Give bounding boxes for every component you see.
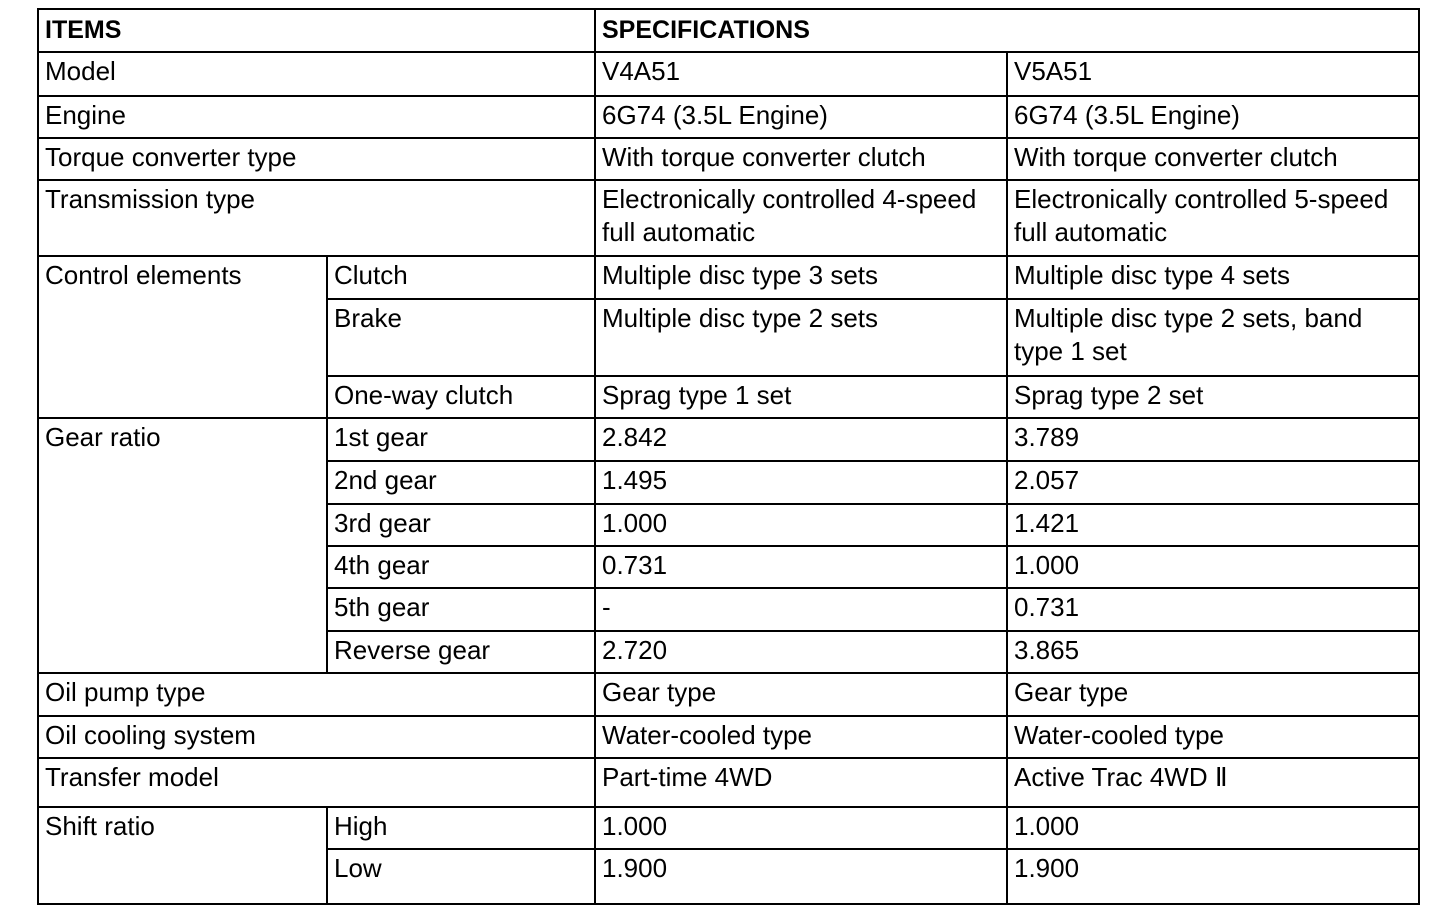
v4a51-value: Part-time 4WD	[595, 758, 1007, 807]
group-label: Control elements	[38, 256, 327, 418]
v4a51-value: 1.000	[595, 504, 1007, 546]
table-row	[38, 673, 1419, 716]
v5a51-value: 1.421	[1007, 504, 1419, 546]
v4a51-value: 2.720	[595, 631, 1007, 673]
v4a51-value: Multiple disc type 2 sets	[595, 299, 1007, 376]
sub-label: 5th gear	[327, 588, 595, 631]
row-label: Transfer model	[38, 758, 595, 807]
v5a51-value: 0.731	[1007, 588, 1419, 631]
row-label: Model	[38, 52, 595, 96]
table-row	[38, 256, 1419, 299]
v5a51-value: 1.000	[1007, 546, 1419, 588]
v4a51-value: Gear type	[595, 673, 1007, 716]
row-label: Transmission type	[38, 180, 595, 256]
sub-label: High	[327, 807, 595, 849]
v4a51-value: Sprag type 1 set	[595, 376, 1007, 418]
table-row	[38, 418, 1419, 461]
v5a51-value: Water-cooled type	[1007, 716, 1419, 758]
v4a51-value: V4A51	[595, 52, 1007, 96]
v5a51-value: 2.057	[1007, 461, 1419, 504]
table-row	[38, 138, 1419, 180]
v4a51-value: Electronically controlled 4-speed full automatic	[595, 180, 1007, 256]
sub-label: 2nd gear	[327, 461, 595, 504]
sub-label: 4th gear	[327, 546, 595, 588]
v4a51-value: 1.900	[595, 849, 1007, 904]
group-label: Gear ratio	[38, 418, 327, 673]
specifications-header: SPECIFICATIONS	[595, 9, 1419, 52]
v5a51-value: Gear type	[1007, 673, 1419, 716]
sub-label: Clutch	[327, 256, 595, 299]
sub-label: 3rd gear	[327, 504, 595, 546]
sub-label: Reverse gear	[327, 631, 595, 673]
table-row	[38, 52, 1419, 96]
v5a51-value: Sprag type 2 set	[1007, 376, 1419, 418]
v5a51-value: 3.789	[1007, 418, 1419, 461]
v4a51-value: 6G74 (3.5L Engine)	[595, 96, 1007, 138]
table-row	[38, 807, 1419, 849]
items-header: ITEMS	[38, 9, 595, 52]
row-label: Oil cooling system	[38, 716, 595, 758]
specifications-table	[37, 8, 1420, 905]
v5a51-value: 3.865	[1007, 631, 1419, 673]
sub-label: Brake	[327, 299, 595, 376]
v5a51-value: 1.900	[1007, 849, 1419, 904]
table-row	[38, 96, 1419, 138]
v4a51-value: Multiple disc type 3 sets	[595, 256, 1007, 299]
table-row	[38, 758, 1419, 807]
sub-label: One-way clutch	[327, 376, 595, 418]
table-row	[38, 180, 1419, 256]
row-label: Torque converter type	[38, 138, 595, 180]
v4a51-value: With torque converter clutch	[595, 138, 1007, 180]
header-row	[38, 9, 1419, 52]
group-label: Shift ratio	[38, 807, 327, 904]
v4a51-value: -	[595, 588, 1007, 631]
v5a51-value: 6G74 (3.5L Engine)	[1007, 96, 1419, 138]
sub-label: Low	[327, 849, 595, 904]
v4a51-value: 0.731	[595, 546, 1007, 588]
row-label: Engine	[38, 96, 595, 138]
sub-label: 1st gear	[327, 418, 595, 461]
row-label: Oil pump type	[38, 673, 595, 716]
v4a51-value: 2.842	[595, 418, 1007, 461]
v5a51-value: Multiple disc type 4 sets	[1007, 256, 1419, 299]
v5a51-value: With torque converter clutch	[1007, 138, 1419, 180]
v5a51-value: Multiple disc type 2 sets, band type 1 set	[1007, 299, 1419, 376]
v5a51-value: V5A51	[1007, 52, 1419, 96]
v5a51-value: Active Trac 4WD Ⅱ	[1007, 758, 1419, 807]
v4a51-value: 1.000	[595, 807, 1007, 849]
v4a51-value: Water-cooled type	[595, 716, 1007, 758]
table-row	[38, 716, 1419, 758]
v5a51-value: Electronically controlled 5-speed full automatic	[1007, 180, 1419, 256]
v4a51-value: 1.495	[595, 461, 1007, 504]
v5a51-value: 1.000	[1007, 807, 1419, 849]
